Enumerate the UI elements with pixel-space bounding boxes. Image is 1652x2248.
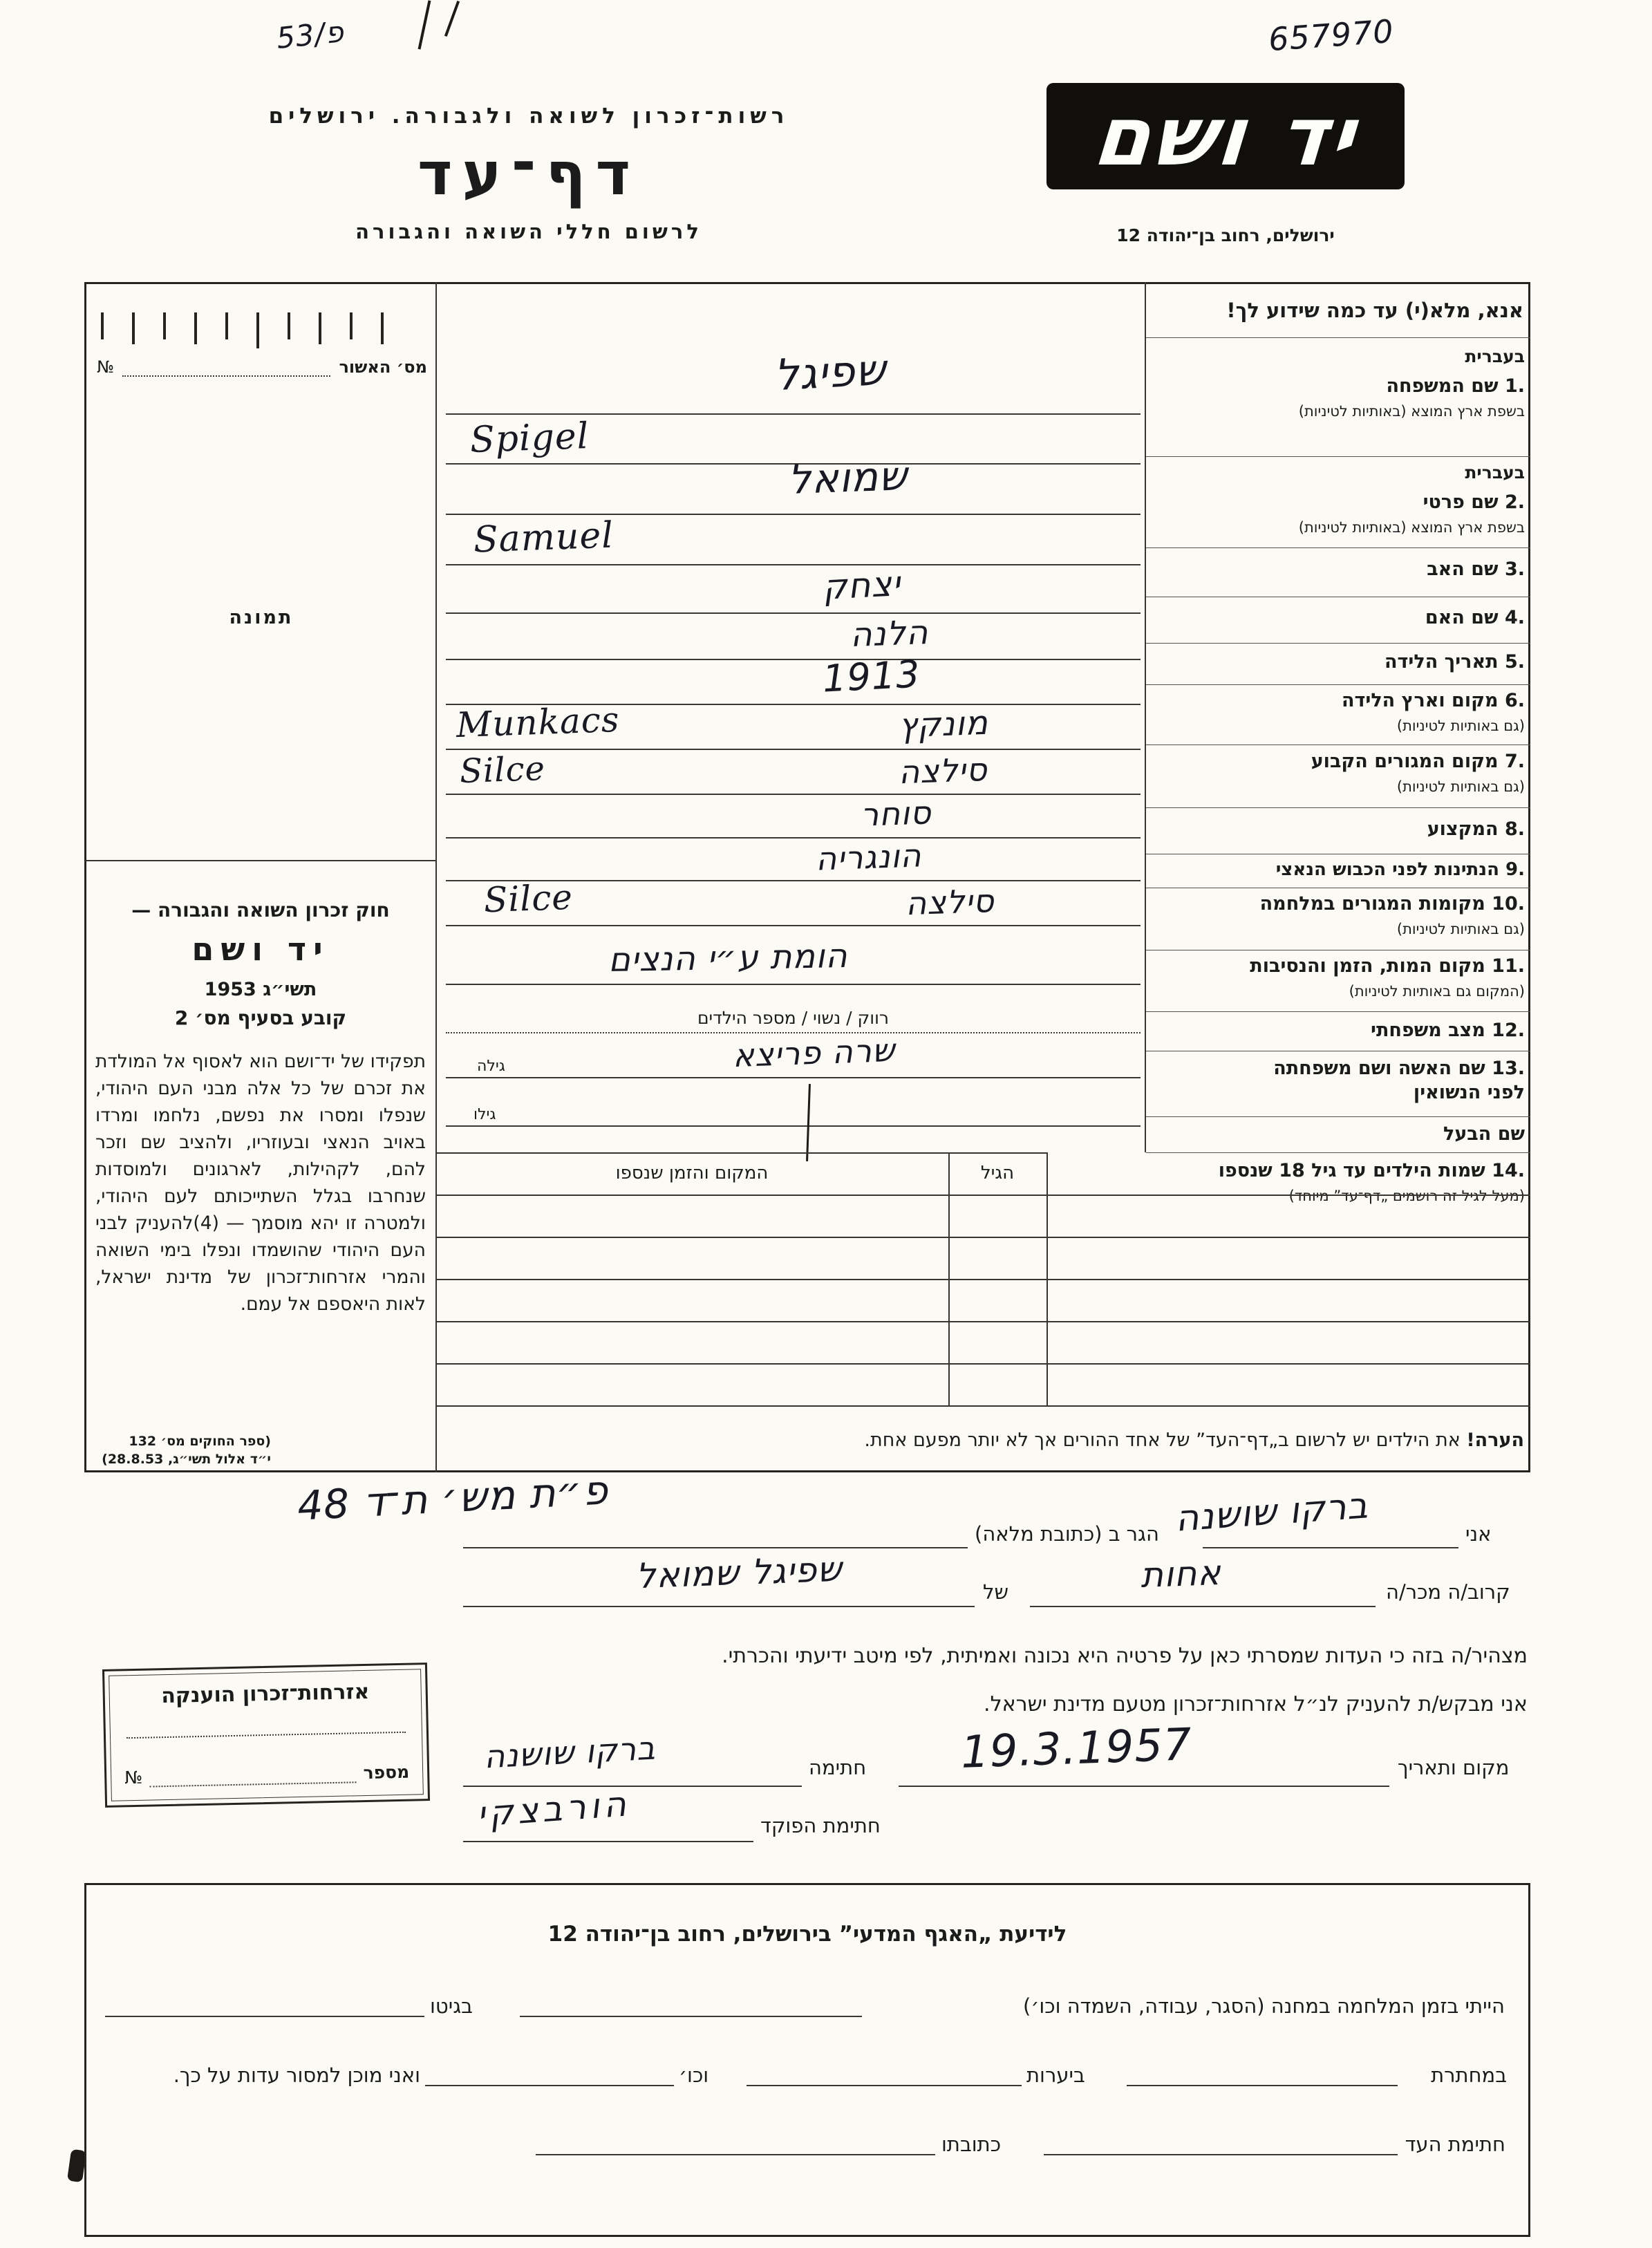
mother-name-value: הלנה	[850, 613, 930, 655]
table-col-age-header: הגיל	[980, 1163, 1015, 1183]
label-rule	[1146, 1152, 1530, 1153]
certificate-number-row	[97, 356, 427, 377]
label-rule	[1146, 744, 1530, 745]
writing-line-surname-he	[446, 413, 1141, 415]
field-2-title: 2. שם פרטי	[1423, 491, 1525, 513]
table-col-divider	[1046, 1152, 1048, 1405]
table-row-line	[435, 1279, 1530, 1280]
field-2-hebrew-caption: בעברית	[1465, 462, 1525, 483]
field-2-origin-caption: בשפת ארץ המוצא (באותיות לטיניות)	[1298, 518, 1525, 536]
field-6-latin-caption: (גם באותיות לטיניות)	[1396, 718, 1525, 735]
law-reference-line2: י״ד אלול תשי״ג, 28.8.53)	[102, 1452, 271, 1467]
relation-line	[1030, 1606, 1376, 1607]
relation-label: קרוב/ה מכר/ה	[1386, 1580, 1510, 1604]
table-row-line	[435, 1363, 1530, 1365]
law-reference-line1: (ספר החוקים מס׳ 132	[129, 1434, 271, 1449]
clerk-signature-value: הורבצקי	[476, 1783, 632, 1835]
writing-line-father	[446, 612, 1141, 614]
pen-stroke	[444, 1, 460, 37]
victim-name-line	[463, 1606, 975, 1607]
writing-line-husband	[446, 1125, 1141, 1127]
registration-ticks	[101, 312, 384, 348]
law-name: יד ושם	[191, 930, 330, 968]
camp-line	[520, 2016, 862, 2017]
etc-line	[425, 2085, 674, 2086]
his-age-label: גילו	[473, 1106, 496, 1123]
residence-latin-value: Silce	[459, 749, 546, 792]
law-title: חוק זכרון השואה והגבורה —	[131, 899, 390, 921]
place-date-label: מקום ותאריך	[1398, 1756, 1510, 1779]
left-column-rule	[86, 860, 435, 861]
label-rule	[1146, 1116, 1530, 1117]
birthplace-hebrew-value: מונקץ	[898, 703, 989, 746]
fill-instruction: אנא, מלא(י) עד כמה שידוע לך!	[1226, 299, 1523, 322]
underground-line	[1127, 2085, 1398, 2086]
field-12-label: 12. מצב משפחתי	[1371, 1020, 1525, 1041]
pen-stroke	[418, 0, 431, 49]
wife-name-value: שרה פריצא	[732, 1031, 897, 1075]
signature-value: ברקו שושנה	[482, 1729, 657, 1776]
writing-line-firstname-latin	[446, 564, 1141, 565]
signature-label: חתימה	[809, 1756, 867, 1779]
declaration-i-label: אני	[1465, 1522, 1492, 1546]
field-4-label: 4. שם האם	[1425, 607, 1525, 628]
birth-year-value: 1913	[821, 652, 921, 701]
label-rule	[1146, 807, 1530, 808]
field-11-latin-caption: (המקום גם באותיות לטיניות)	[1349, 983, 1525, 1000]
field-5-label: 5. תאריך הלידה	[1384, 651, 1525, 673]
surname-hebrew-value: שפיגל	[773, 344, 888, 401]
ink-smudge	[67, 2149, 86, 2183]
logo-address: ירושלים, רחוב בן־יהודה 12	[1116, 225, 1335, 245]
form-subtitle: לרשום חללי השואה והגבורה	[355, 220, 702, 243]
witness-name-line	[1203, 1547, 1458, 1548]
date-line	[899, 1786, 1389, 1787]
clerk-signature-label: חתימת הפוקד	[760, 1814, 881, 1837]
certificate-number-label: מס׳ האשור	[339, 357, 427, 377]
note-text: את הילדים יש לרשום ב„דף־העד” של אחד ההורים אך לא יותר מפעם אחת.	[864, 1430, 1461, 1451]
writing-line-profession	[446, 837, 1141, 839]
field-14-label: 14. שמות הילדים עד גיל 18 שנספו (מעל לגיל זה רושמים „דף־עד” מיוחד)	[1150, 1159, 1525, 1206]
marital-status-options: רווק / נשוי / מספר הילדים	[697, 1008, 890, 1028]
field-7-latin-caption: (גם באותיות לטיניות)	[1396, 778, 1525, 796]
writing-line-wife	[446, 1077, 1141, 1078]
table-top-rule	[435, 1152, 1046, 1154]
labels-column-divider	[1145, 282, 1146, 1152]
resides-label: הגר ב (כתובת מלאה)	[975, 1522, 1159, 1546]
writing-line-mother	[446, 659, 1141, 660]
field-13-label: 13. שם האשה ושם משפחתה לפני הנשואין	[1150, 1056, 1525, 1105]
law-year: תשי״ג 1953	[204, 979, 317, 1000]
certificate-number-line	[122, 356, 330, 377]
birthplace-latin-value: Munkacs	[456, 699, 621, 746]
numero-symbol: №	[97, 357, 114, 377]
memorial-citizenship-box	[102, 1662, 430, 1808]
label-rule	[1146, 684, 1530, 685]
witness-signature-label: חתימת העד	[1405, 2133, 1505, 2156]
label-rule	[1146, 337, 1530, 338]
forests-line	[747, 2085, 1022, 2086]
writing-line-birthplace	[446, 749, 1141, 750]
field-7-label: 7. מקום המגורים הקבוע (גם באותיות לטיניות)	[1150, 749, 1525, 796]
field-1-hebrew-caption: בעברית	[1465, 346, 1525, 366]
field-10-latin-caption: (גם באותיות לטיניות)	[1396, 921, 1525, 938]
relation-value: אחות	[1140, 1552, 1222, 1596]
yad-vashem-logo: יד ושם	[1046, 83, 1405, 189]
war-residence-hebrew-value: סילצה	[905, 881, 995, 923]
label-rule	[1146, 547, 1530, 548]
surname-latin-value: Spigel	[469, 415, 590, 461]
table-row-line	[435, 1321, 1530, 1322]
witness-address-line	[536, 2154, 935, 2155]
address-line	[463, 1547, 968, 1548]
father-name-value: יצחק	[821, 563, 902, 608]
writing-line-war-residence	[446, 925, 1141, 926]
witness-signature-line	[1044, 2154, 1398, 2155]
husband-name-label: שם הבעל	[1443, 1123, 1525, 1145]
ready-to-testify-label: ואני מוכן למסור עדות על כך.	[173, 2063, 420, 2087]
file-number-handwritten: 53/פ	[274, 15, 346, 55]
date-value: 19.3.1957	[959, 1719, 1193, 1779]
profession-value: סוחר	[860, 794, 932, 834]
war-residence-latin-value: Silce	[483, 877, 574, 921]
field-14-sub-caption: (מעל לגיל זה רושמים „דף־עד” מיוחד)	[1288, 1188, 1525, 1205]
table-col-place-header: המקום והזמן שנספו	[615, 1163, 769, 1183]
camp-label: הייתי בזמן המלחמה במחנה (הסגר, עבודה, השמדה וכו׳)	[1023, 1994, 1505, 2018]
witness-name-value: ברקו שושנה	[1174, 1485, 1370, 1540]
field-9-label: 9. הנתינות לפני הכבוש הנאצי	[1275, 859, 1525, 880]
writing-line-marital	[446, 1032, 1141, 1033]
declaration-statement: מצהיר/ה בזה כי העדות שמסרתי כאן על פרטיה היא נכונה ואמיתית, לפי מיטב ידיעתי והכרתי.	[722, 1644, 1528, 1668]
field-1-label	[1150, 346, 1525, 421]
field-13-label-line2: לפני הנשואין	[1413, 1082, 1525, 1104]
underground-label: במחתרת	[1431, 2063, 1507, 2087]
her-age-label: גילה	[477, 1058, 505, 1075]
firstname-latin-value: Samuel	[473, 514, 614, 561]
children-note	[442, 1430, 1524, 1451]
table-row-line	[435, 1405, 1530, 1407]
etc-label: וכו׳	[679, 2063, 709, 2087]
award-numero-symbol: №	[124, 1767, 143, 1788]
left-column-divider	[435, 282, 437, 1472]
law-reference	[91, 1432, 271, 1468]
photo-placeholder-label: תמונה	[229, 607, 294, 628]
ghetto-label: בגיטו	[430, 1994, 473, 2018]
award-number-label: מספר	[363, 1761, 410, 1783]
witness-address-value: פ״ת מש׳ ת־ד 48	[296, 1466, 610, 1530]
forests-label: ביערות	[1026, 2063, 1085, 2087]
witness-address-label: כתובתו	[941, 2133, 1002, 2156]
field-1-title: 1. שם המשפחה	[1386, 375, 1525, 397]
residence-hebrew-value: סילצה	[898, 750, 988, 792]
ghetto-line	[105, 2016, 424, 2017]
law-text: תפקידו של יד־ושם הוא לאסוף אל המולדת את זכרם של כל אלה מבני העם היהודי, שנפלו ומסרו את נפשם, נלחמו ומרדו באויב הנאצי ובעוזריו, ולהציב שם וזכר להם, לקהילות, לארגונים ולמוסדות שנחרבו בגלל השתייכותם לעם היהודי, ולמטרה זו יהא מוסמך — (4)להעניק לבני העם היהודי שהושמדו ונפלו בימי השואה והמרי אזרחות־זכרון של מדינת ישראל, לאות היאספם אל עמם.	[95, 1051, 426, 1315]
clerk-signature-line	[463, 1841, 753, 1842]
field-2-label	[1150, 462, 1525, 537]
writing-line-firstname-he	[446, 514, 1141, 515]
of-label: של	[983, 1580, 1009, 1604]
victim-name-value: שפיגל שמואל	[635, 1548, 843, 1597]
citizenship-request: אני מבקש/ת להעניק לנ״ל אזרחות־זכרון מטעם מדינת ישראל.	[984, 1692, 1528, 1716]
field-1-origin-caption: בשפת ארץ המוצא (באותיות לטיניות)	[1298, 402, 1525, 420]
death-circumstances-value: הומת ע״י הנצים	[608, 936, 848, 980]
table-row-line	[435, 1237, 1530, 1238]
field-3-label: 3. שם האב	[1427, 559, 1525, 580]
field-11-label: 11. מקום המות, הזמן והנסיבות (המקום גם באותיות לטיניות)	[1150, 954, 1525, 1001]
authority-title: רשות־זכרון לשואה ולגבורה. ירושלים	[268, 104, 789, 129]
form-title: דף־עד	[417, 140, 641, 209]
registration-number-handwritten: 657970	[1267, 12, 1396, 59]
table-col-divider	[948, 1152, 950, 1405]
label-rule	[1146, 1011, 1530, 1012]
note-label: הערה!	[1466, 1430, 1524, 1451]
firstname-hebrew-value: שמואל	[787, 452, 909, 503]
nationality-value: הונגריה	[815, 836, 923, 878]
signature-line	[463, 1786, 802, 1787]
law-clause: קובע בסעיף מס׳ 2	[174, 1006, 347, 1029]
award-box-title: אזרחות־זכרון הוענקה	[160, 1679, 370, 1709]
writing-line-residence	[446, 794, 1141, 795]
writing-line-death	[446, 984, 1141, 985]
table-row-line	[435, 1195, 1530, 1196]
label-rule	[1146, 643, 1530, 644]
scientific-branch-title: לידיעת „האגף המדעי” בירושלים, רחוב בן־יהודה 12	[547, 1922, 1067, 1947]
field-10-label: 10. מקומות המגורים במלחמה (גם באותיות לטיניות)	[1150, 892, 1525, 939]
field-8-label: 8. המקצוע	[1427, 818, 1525, 840]
field-6-label: 6. מקום וארץ הלידה (גם באותיות לטיניות)	[1150, 689, 1525, 736]
label-rule	[1146, 456, 1530, 457]
